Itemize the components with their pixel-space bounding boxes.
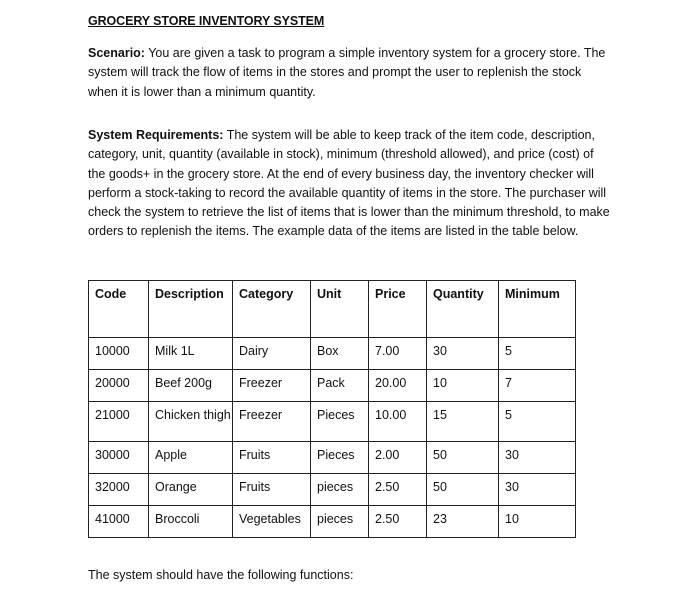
header-unit: Unit (311, 281, 369, 338)
cell-quantity: 15 (427, 402, 499, 442)
cell-minimum: 10 (499, 506, 576, 538)
cell-price: 10.00 (369, 402, 427, 442)
cell-price: 7.00 (369, 338, 427, 370)
cell-unit: pieces (311, 474, 369, 506)
cell-minimum: 7 (499, 370, 576, 402)
cell-description: Orange (149, 474, 233, 506)
header-price: Price (369, 281, 427, 338)
cell-price: 2.00 (369, 442, 427, 474)
table-header-row (89, 281, 576, 338)
header-minimum: Minimum (499, 281, 576, 338)
scenario-paragraph (88, 44, 614, 102)
cell-category: Freezer (233, 402, 311, 442)
cell-description: Broccoli (149, 506, 233, 538)
cell-category: Fruits (233, 474, 311, 506)
cell-unit: Box (311, 338, 369, 370)
cell-code: 10000 (89, 338, 149, 370)
cell-category: Freezer (233, 370, 311, 402)
header-category: Category (233, 281, 311, 338)
cell-price: 20.00 (369, 370, 427, 402)
cell-minimum: 5 (499, 338, 576, 370)
cell-minimum: 30 (499, 442, 576, 474)
header-quantity: Quantity (427, 281, 499, 338)
table-row (89, 402, 576, 442)
table-row (89, 370, 576, 402)
table-row (89, 506, 576, 538)
cell-category: Dairy (233, 338, 311, 370)
cell-quantity: 23 (427, 506, 499, 538)
cell-quantity: 50 (427, 442, 499, 474)
cell-price: 2.50 (369, 506, 427, 538)
inventory-table (88, 280, 576, 538)
cell-minimum: 5 (499, 402, 576, 442)
functions-intro: The system should have the following functions: (88, 568, 354, 582)
cell-unit: Pieces (311, 442, 369, 474)
cell-description: Chicken thigh (149, 402, 233, 442)
requirements-label: System Requirements: (88, 128, 224, 142)
requirements-text: The system will be able to keep track of the item code, description, category, unit, quantity (available in stock), minimum (threshold allowed), and price (cost) of the goods+ in the grocery store. At the end of every business day, the inventory checker will perform a stock-taking to record the available quantity of items in the store. The purchaser will check the system to retrieve the list of items that is lower than the minimum threshold, to make orders to replenish the items. The example data of the items are listed in the table below. (88, 128, 610, 239)
table-row (89, 442, 576, 474)
cell-code: 21000 (89, 402, 149, 442)
table-row (89, 474, 576, 506)
document-page (88, 14, 614, 239)
cell-minimum: 30 (499, 474, 576, 506)
requirements-paragraph (88, 126, 614, 242)
cell-description: Apple (149, 442, 233, 474)
cell-price: 2.50 (369, 474, 427, 506)
cell-code: 20000 (89, 370, 149, 402)
cell-quantity: 30 (427, 338, 499, 370)
cell-quantity: 10 (427, 370, 499, 402)
cell-category: Vegetables (233, 506, 311, 538)
scenario-text: You are given a task to program a simple inventory system for a grocery store. The system will track the flow of items in the stores and prompt the user to replenish the stock when it is lower than a minimum quantity. (88, 46, 606, 99)
table-row (89, 338, 576, 370)
cell-unit: Pieces (311, 402, 369, 442)
cell-unit: pieces (311, 506, 369, 538)
cell-quantity: 50 (427, 474, 499, 506)
cell-code: 41000 (89, 506, 149, 538)
header-code: Code (89, 281, 149, 338)
document-title: GROCERY STORE INVENTORY SYSTEM (88, 14, 325, 28)
header-description: Description (149, 281, 233, 338)
cell-category: Fruits (233, 442, 311, 474)
cell-code: 30000 (89, 442, 149, 474)
scenario-label: Scenario: (88, 46, 145, 60)
cell-description: Beef 200g (149, 370, 233, 402)
cell-code: 32000 (89, 474, 149, 506)
cell-description: Milk 1L (149, 338, 233, 370)
cell-unit: Pack (311, 370, 369, 402)
